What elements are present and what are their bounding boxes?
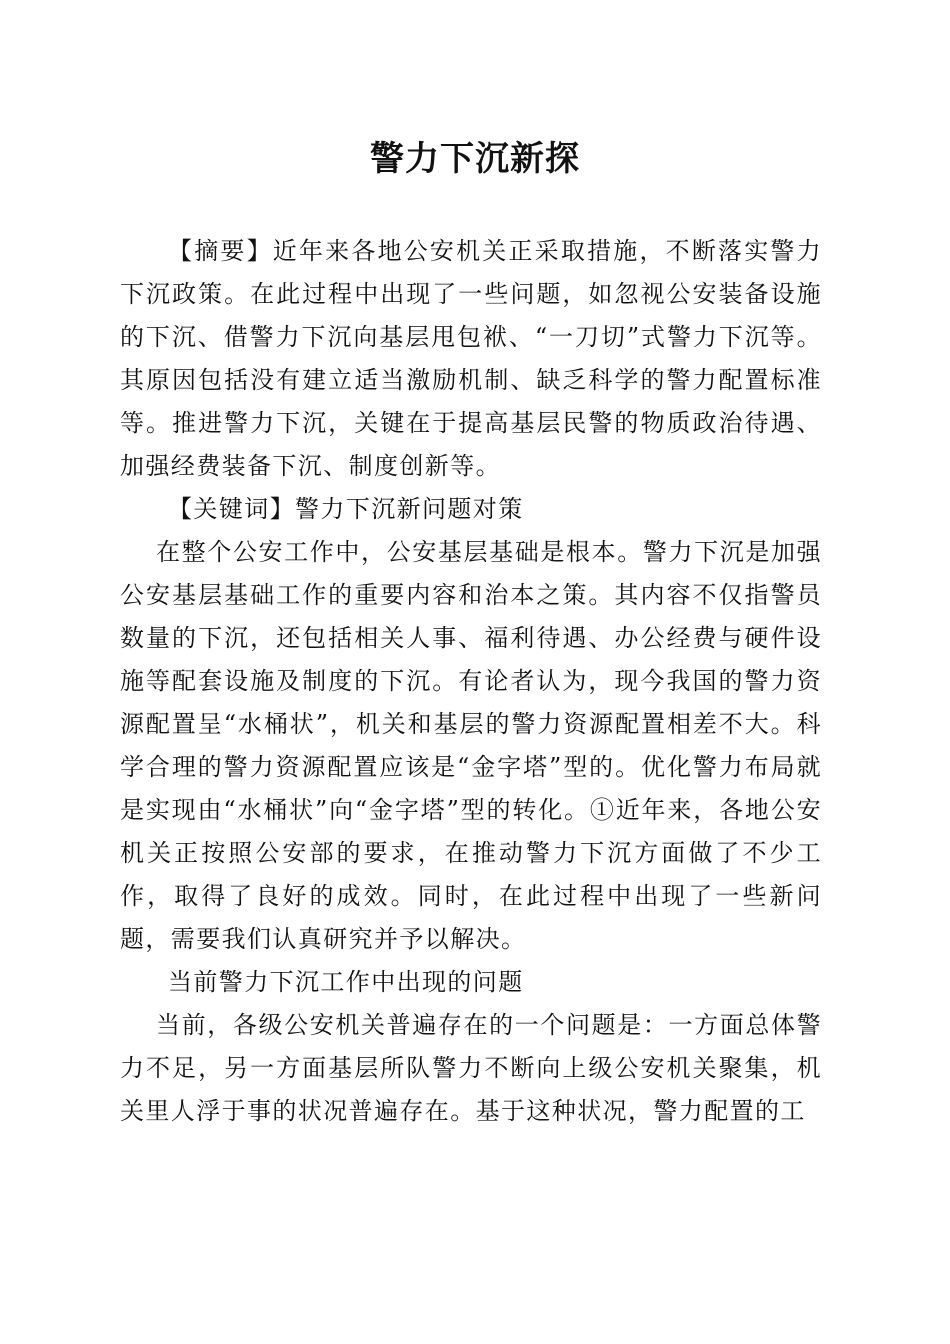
keywords-paragraph: 【关键词】警力下沉新问题对策 — [168, 495, 524, 523]
section-heading: 当前警力下沉工作中出现的问题 — [168, 968, 524, 996]
document-title: 警力下沉新探 — [370, 139, 580, 179]
document-body — [120, 230, 822, 1133]
abstract-paragraph: 【摘要】近年来各地公安机关正采取措施，不断落实警力下沉政策。在此过程中出现了一些问题，如忽视公安装备设施的下沉、借警力下沉向基层甩包袱、“一刀切”式警力下沉等。其原因包括没有建立适当激励机制、缺乏科学的警力配置标准等。推进警力下沉，关键在于提高基层民警的物质政治待遇、加强经费装备下沉、制度创新等。 — [120, 237, 822, 480]
body-paragraph: 当前，各级公安机关普遍存在的一个问题是：一方面总体警力不足，另一方面基层所队警力不断向上级公安机关聚集，机关里人浮于事的状况普遍存在。基于这种状况，警力配置的工 — [120, 1011, 822, 1125]
intro-paragraph: 在整个公安工作中，公安基层基础是根本。警力下沉是加强公安基层基础工作的重要内容和治本之策。其内容不仅指警员数量的下沉，还包括相关人事、福利待遇、办公经费与硬件设施等配套设施及制度的下沉。有论者认为，现今我国的警力资源配置呈“水桶状”，机关和基层的警力资源配置相差不大。科学合理的警力资源配置应该是“金字塔”型的。优化警力布局就是实现由“水桶状”向“金字塔”型的转化。①近年来，各地公安机关正按照公安部的要求，在推动警力下沉方面做了不少工作，取得了良好的成效。同时，在此过程中出现了一些新问题，需要我们认真研究并予以解决。 — [120, 538, 822, 953]
